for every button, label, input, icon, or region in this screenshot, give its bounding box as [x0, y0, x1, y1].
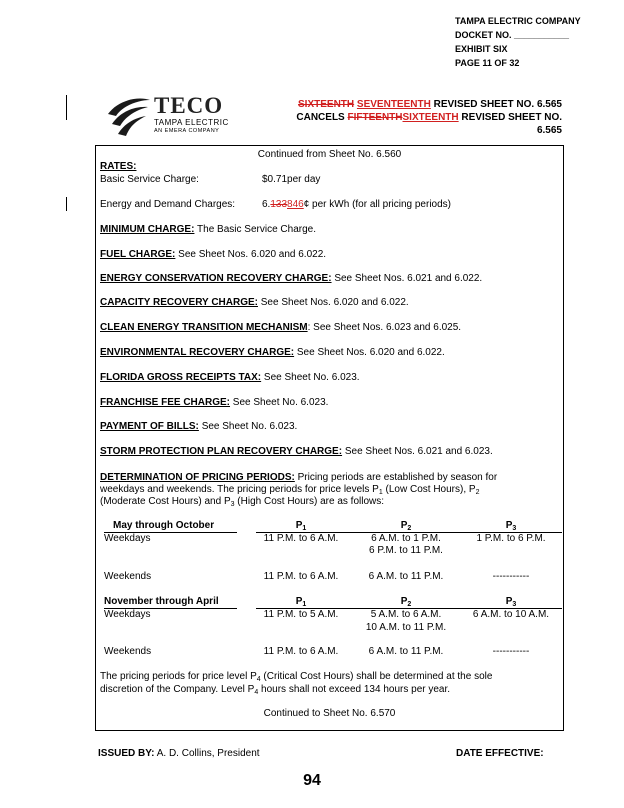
clean-energy-charge: CLEAN ENERGY TRANSITION MECHANISM: See Sheet Nos. 6.023 and 6.025. [100, 322, 462, 333]
col-p3: $P_3$ [505, 596, 517, 608]
exhibit-label: EXHIBIT SIX [455, 44, 508, 54]
tariff-box [95, 145, 564, 731]
cell-p2: 6 A.M. to 11 P.M. [368, 646, 444, 657]
inserted-rate: 846 [287, 199, 304, 210]
company-name: TAMPA ELECTRIC COMPANY [455, 16, 581, 26]
cell-p3: 1 P.M. to 6 P.M. [476, 533, 546, 544]
cell-p2: 6 P.M. to 11 P.M. [369, 545, 443, 556]
logo-wordmark: TECO [154, 93, 224, 118]
minimum-charge: MINIMUM CHARGE: The Basic Service Charge. [100, 224, 316, 235]
col-p3: $P_3$ [505, 520, 517, 532]
basic-charge-label: Basic Service Charge: [100, 174, 199, 185]
cancelled-sheet-number: 6.565 [536, 125, 562, 136]
season-may-october: May through October [113, 520, 215, 531]
p4-text: discretion of the Company. Level $P_4$ hours shall not exceed 134 hours per year. [100, 684, 451, 696]
weekdays-label: Weekdays [104, 609, 151, 620]
cell-p1: 11 P.M. to 6 A.M. [263, 571, 339, 582]
col-p1: $P_1$ [295, 596, 307, 608]
weekends-label: Weekends [104, 571, 152, 582]
p4-text: The pricing periods for price level $P_4$ (Critical Cost Hours) shall be determined at the sole [100, 671, 493, 683]
logo-tagline: AN EMERA COMPANY [154, 128, 220, 134]
page-number: 94 [303, 772, 321, 789]
cell-p2: 6 A.M. to 1 P.M. [371, 533, 441, 544]
gross-receipts-tax: FLORIDA GROSS RECEIPTS TAX: See Sheet No. 6.023. [100, 372, 360, 383]
teco-logo [104, 94, 244, 136]
cell-p1: 11 P.M. to 5 A.M. [263, 609, 339, 620]
cancels-label: CANCELS [296, 112, 345, 123]
sheet-number: REVISED SHEET NO. 6.565 [433, 99, 562, 110]
struck-revision: SIXTEENTH [298, 99, 355, 110]
continued-to: Continued to Sheet No. 6.570 [263, 708, 396, 719]
fuel-charge: FUEL CHARGE: See Sheet Nos. 6.020 and 6.022. [100, 249, 327, 260]
payment-of-bills: PAYMENT OF BILLS: See Sheet No. 6.023. [100, 421, 298, 432]
ecrc-charge: ENERGY CONSERVATION RECOVERY CHARGE: See Sheet Nos. 6.021 and 6.022. [100, 273, 483, 284]
col-p2: $P_2$ [400, 596, 412, 608]
pricing-periods-text: weekdays and weekends. The pricing periods for price levels $P_1$ (Low Cost Hours), $P_2$ [100, 484, 480, 496]
cell-p3: 6 A.M. to 10 A.M. [472, 609, 550, 620]
teco-logo-mark-icon [104, 94, 152, 136]
pricing-periods-heading: DETERMINATION OF PRICING PERIODS: Pricing periods are established by season for [100, 472, 498, 483]
docket-number: DOCKET NO. ___________ [455, 30, 570, 40]
col-p1: $P_1$ [295, 520, 307, 532]
page-label: PAGE 11 OF 32 [455, 58, 520, 68]
cancelled-sheet: REVISED SHEET NO. [461, 112, 562, 123]
capacity-charge: CAPACITY RECOVERY CHARGE: See Sheet Nos. 6.020 and 6.022. [100, 297, 409, 308]
issued-by: ISSUED BY: A. D. Collins, President [98, 748, 260, 759]
energy-charge-value: 6.133846¢ per kWh (for all pricing periods) [262, 199, 451, 210]
inserted-revision: SIXTEENTH [402, 112, 459, 123]
revision-bar [66, 95, 67, 120]
cell-p1: 11 P.M. to 6 A.M. [263, 646, 339, 657]
sheet-revision [296, 98, 562, 137]
season-november-april: November through April [104, 596, 219, 607]
cell-p3: ----------- [492, 646, 530, 657]
date-effective: DATE EFFECTIVE: [456, 748, 544, 759]
energy-charge-label: Energy and Demand Charges: [100, 199, 236, 210]
exhibit-header [455, 14, 581, 70]
logo-subtitle: TAMPA ELECTRIC [154, 118, 229, 127]
col-p2: $P_2$ [400, 520, 412, 532]
inserted-revision: SEVENTEENTH [356, 99, 431, 110]
rates-heading: RATES: [100, 161, 137, 172]
cell-p2: 5 A.M. to 6 A.M. [370, 609, 442, 620]
environmental-charge: ENVIRONMENTAL RECOVERY CHARGE: See Sheet Nos. 6.020 and 6.022. [100, 347, 445, 358]
pricing-periods-text: (Moderate Cost Hours) and $P_3$ (High Cost Hours) are as follows: [100, 496, 385, 508]
basic-charge-value: $0.71per day [262, 174, 321, 185]
storm-protection-charge: STORM PROTECTION PLAN RECOVERY CHARGE: See Sheet Nos. 6.021 and 6.023. [100, 446, 493, 457]
struck-rate: 133 [270, 199, 288, 210]
weekdays-label: Weekdays [104, 533, 151, 544]
cell-p3: ----------- [492, 571, 530, 582]
continued-from: Continued from Sheet No. 6.560 [257, 149, 402, 160]
cell-p2: 10 A.M. to 11 P.M. [365, 622, 447, 633]
weekends-label: Weekends [104, 646, 152, 657]
cell-p2: 6 A.M. to 11 P.M. [368, 571, 444, 582]
revision-bar [66, 197, 67, 211]
franchise-fee: FRANCHISE FEE CHARGE: See Sheet No. 6.023. [100, 397, 329, 408]
struck-revision: FIFTEENTH [347, 112, 403, 123]
cell-p1: 11 P.M. to 6 A.M. [263, 533, 339, 544]
